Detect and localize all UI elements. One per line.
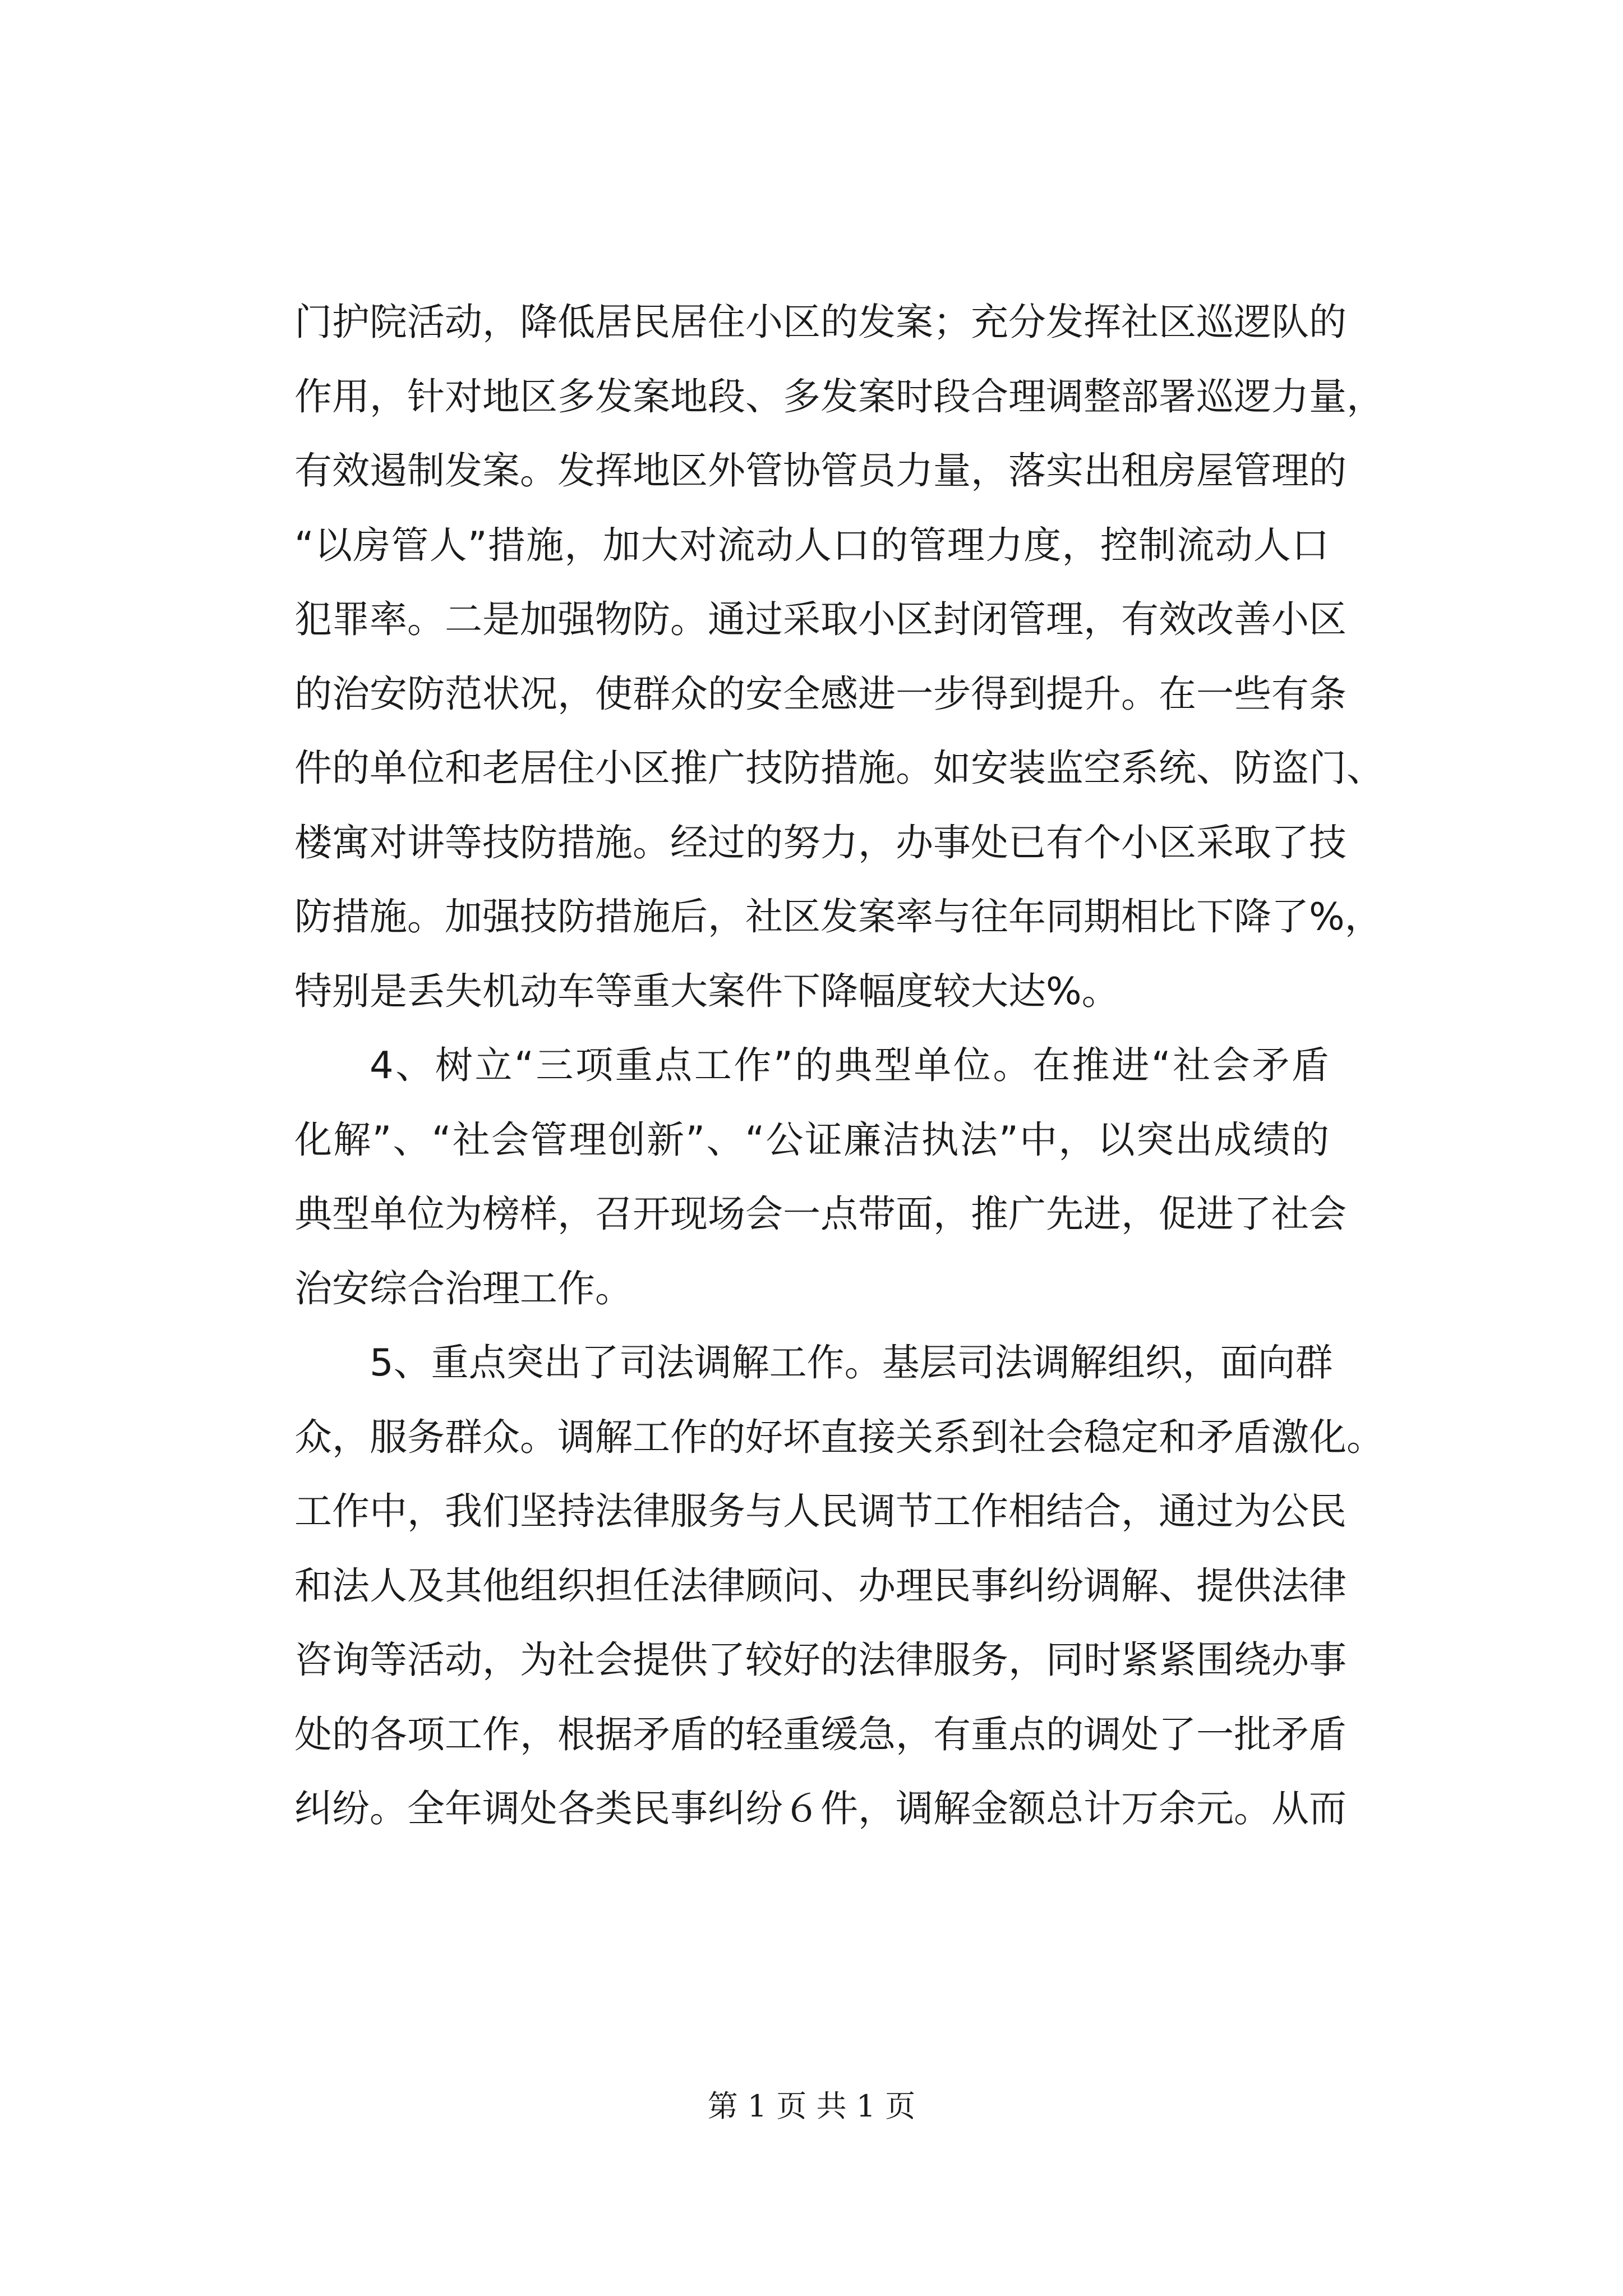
paragraph-start-line: 4、树立“三项重点工作”的典型单位。在推进“社会矛盾 <box>370 1043 1329 1087</box>
text-line: 门护院活动，降低居民居住小区的发案；充分发挥社区巡逻队的 <box>294 300 1347 344</box>
text-line: 处的各项工作，根据矛盾的轻重缓急，有重点的调处了一批矛盾 <box>294 1712 1347 1756</box>
text-line: 众，服务群众。调解工作的好坏直接关系到社会稳定和矛盾激化。 <box>294 1415 1384 1459</box>
text-line: 和法人及其他组织担任法律顾问、办理民事纠纷调解、提供法律 <box>294 1563 1347 1608</box>
text-line: 治安综合治理工作。 <box>294 1266 633 1310</box>
text-line: 咨询等活动，为社会提供了较好的法律服务，同时紧紧围绕办事 <box>294 1638 1347 1682</box>
text-line: 工作中，我们坚持法律服务与人民调节工作相结合，通过为公民 <box>294 1489 1347 1533</box>
page-footer: 第 1 页 共 1 页 <box>707 2088 916 2124</box>
text-line: 件的单位和老居住小区推广技防措施。如安装监空系统、防盗门、 <box>294 746 1384 790</box>
text-line: 纠纷。全年调处各类民事纠纷６件，调解金额总计万余元。从而 <box>294 1787 1347 1830</box>
text-line: 有效遏制发案。发挥地区外管协管员力量，落实出租房屋管理的 <box>294 449 1347 493</box>
text-line: 犯罪率。二是加强物防。通过采取小区封闭管理，有效改善小区 <box>294 597 1347 641</box>
paragraph-start-line: 5、重点突出了司法调解工作。基层司法调解组织，面向群 <box>370 1341 1333 1384</box>
text-line: 作用，针对地区多发案地段、多发案时段合理调整部署巡逻力量， <box>294 374 1384 418</box>
text-line: 楼寓对讲等技防措施。经过的努力，办事处已有个小区采取了技 <box>294 820 1347 864</box>
text-line: “以房管人”措施，加大对流动人口的管理力度，控制流动人口 <box>294 523 1329 567</box>
text-line: 的治安防范状况，使群众的安全感进一步得到提升。在一些有条 <box>294 671 1347 716</box>
document-body <box>294 285 1384 1846</box>
text-line: 特别是丢失机动车等重大案件下降幅度较大达%。 <box>294 969 1119 1013</box>
text-line: 典型单位为榜样，召开现场会一点带面，推广先进，促进了社会 <box>294 1192 1347 1236</box>
text-line: 防措施。加强技防措施后，社区发案率与往年同期相比下降了%， <box>294 895 1382 938</box>
text-line: 化解”、“社会管理创新”、“公证廉洁执法”中，以突出成绩的 <box>294 1117 1329 1162</box>
